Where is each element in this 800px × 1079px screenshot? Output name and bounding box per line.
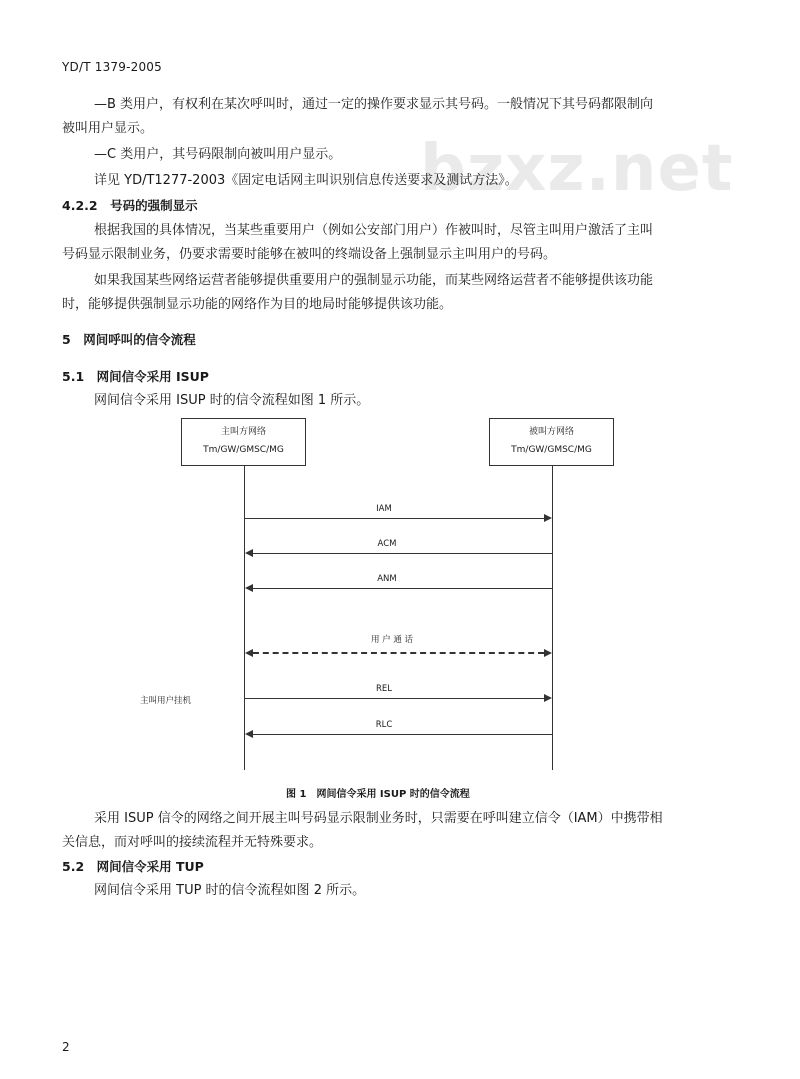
- calling-network-title: 主叫方网络: [220, 427, 266, 437]
- msg-talk-right-arrowhead: [544, 649, 552, 657]
- paragraph-tup-intro: 网间信令采用 TUP 时的信令流程如图 2 所示。: [94, 883, 366, 898]
- called-lifeline: [552, 465, 553, 770]
- watermark: bzxz.net: [420, 132, 734, 206]
- paragraph-b-user-line-2: 被叫用户显示。: [62, 121, 154, 136]
- paragraph-isup-intro: 网间信令采用 ISUP 时的信令流程如图 1 所示。: [94, 393, 370, 408]
- paragraph-isup-note-line-1: 采用 ISUP 信令的网络之间开展主叫号码显示限制业务时，只需要在呼叫建立信令（IAM）中携带相: [94, 811, 663, 826]
- paragraph-isup-note-line-2: 关信息，而对呼叫的接续流程并无特殊要求。: [62, 835, 323, 850]
- called-network-title: 被叫方网络: [528, 427, 574, 437]
- paragraph-forced-line-2: 号码显示限制业务，仍要求需要时能够在被叫的终端设备上强制显示主叫用户的号码。: [62, 247, 557, 262]
- paragraph-operator-line-2: 时，能够提供强制显示功能的网络作为目的地局时能够提供该功能。: [62, 297, 453, 312]
- paragraph-reference: 详见 YD/T1277-2003《固定电话网主叫识别信息传送要求及测试方法》。: [94, 173, 518, 188]
- section-heading-5-1: 5.1 网间信令采用 ISUP: [62, 369, 209, 384]
- paragraph-operator-line-1: 如果我国某些网络运营者能够提供重要用户的强制显示功能，而某些网络运营者不能够提供该功能: [94, 273, 654, 288]
- calling-lifeline: [244, 465, 245, 770]
- document-code-header: YD/T 1379-2005: [62, 60, 162, 74]
- msg-rel-arrowhead: [544, 694, 552, 702]
- msg-anm-label: ANM: [377, 574, 397, 584]
- paragraph-b-user-line-1: —B 类用户，有权利在某次呼叫时，通过一定的操作要求显示其号码。一般情况下其号码都限制向: [94, 97, 654, 112]
- section-heading-5-2: 5.2 网间信令采用 TUP: [62, 859, 204, 874]
- called-network-nodes: Tm/GW/GMSC/MG: [511, 445, 592, 455]
- msg-iam-label: IAM: [376, 504, 392, 514]
- msg-acm-arrow: [253, 553, 552, 554]
- caller-hangup-label: 主叫用户挂机: [140, 696, 192, 706]
- called-network-box: [489, 418, 614, 466]
- calling-network-box: [181, 418, 306, 466]
- msg-acm-label: ACM: [377, 539, 397, 549]
- figure-1-caption: 图 1 网间信令采用 ISUP 时的信令流程: [286, 789, 470, 800]
- msg-rel-label: REL: [375, 684, 392, 694]
- msg-rel-arrow: [245, 698, 545, 699]
- msg-talk-left-arrowhead: [245, 649, 253, 657]
- msg-iam-arrowhead: [544, 514, 552, 522]
- msg-talk-label: 用 户 通 话: [370, 635, 414, 645]
- msg-anm-arrowhead: [245, 584, 253, 592]
- paragraph-forced-line-1: 根据我国的具体情况，当某些重要用户（例如公安部门用户）作被叫时，尽管主叫用户激活了主叫: [94, 223, 654, 238]
- page-number: 2: [62, 1040, 70, 1054]
- msg-rlc-arrowhead: [245, 730, 253, 738]
- msg-iam-arrow: [245, 518, 545, 519]
- paragraph-c-user: —C 类用户，其号码限制向被叫用户显示。: [94, 147, 342, 162]
- section-heading-5: 5 网间呼叫的信令流程: [62, 332, 196, 347]
- section-heading-4-2-2: 4.2.2 号码的强制显示: [62, 198, 198, 213]
- msg-talk-line: [253, 652, 544, 654]
- msg-acm-arrowhead: [245, 549, 253, 557]
- msg-rlc-label: RLC: [375, 720, 393, 730]
- msg-anm-arrow: [253, 588, 552, 589]
- msg-rlc-arrow: [253, 734, 552, 735]
- calling-network-nodes: Tm/GW/GMSC/MG: [203, 445, 284, 455]
